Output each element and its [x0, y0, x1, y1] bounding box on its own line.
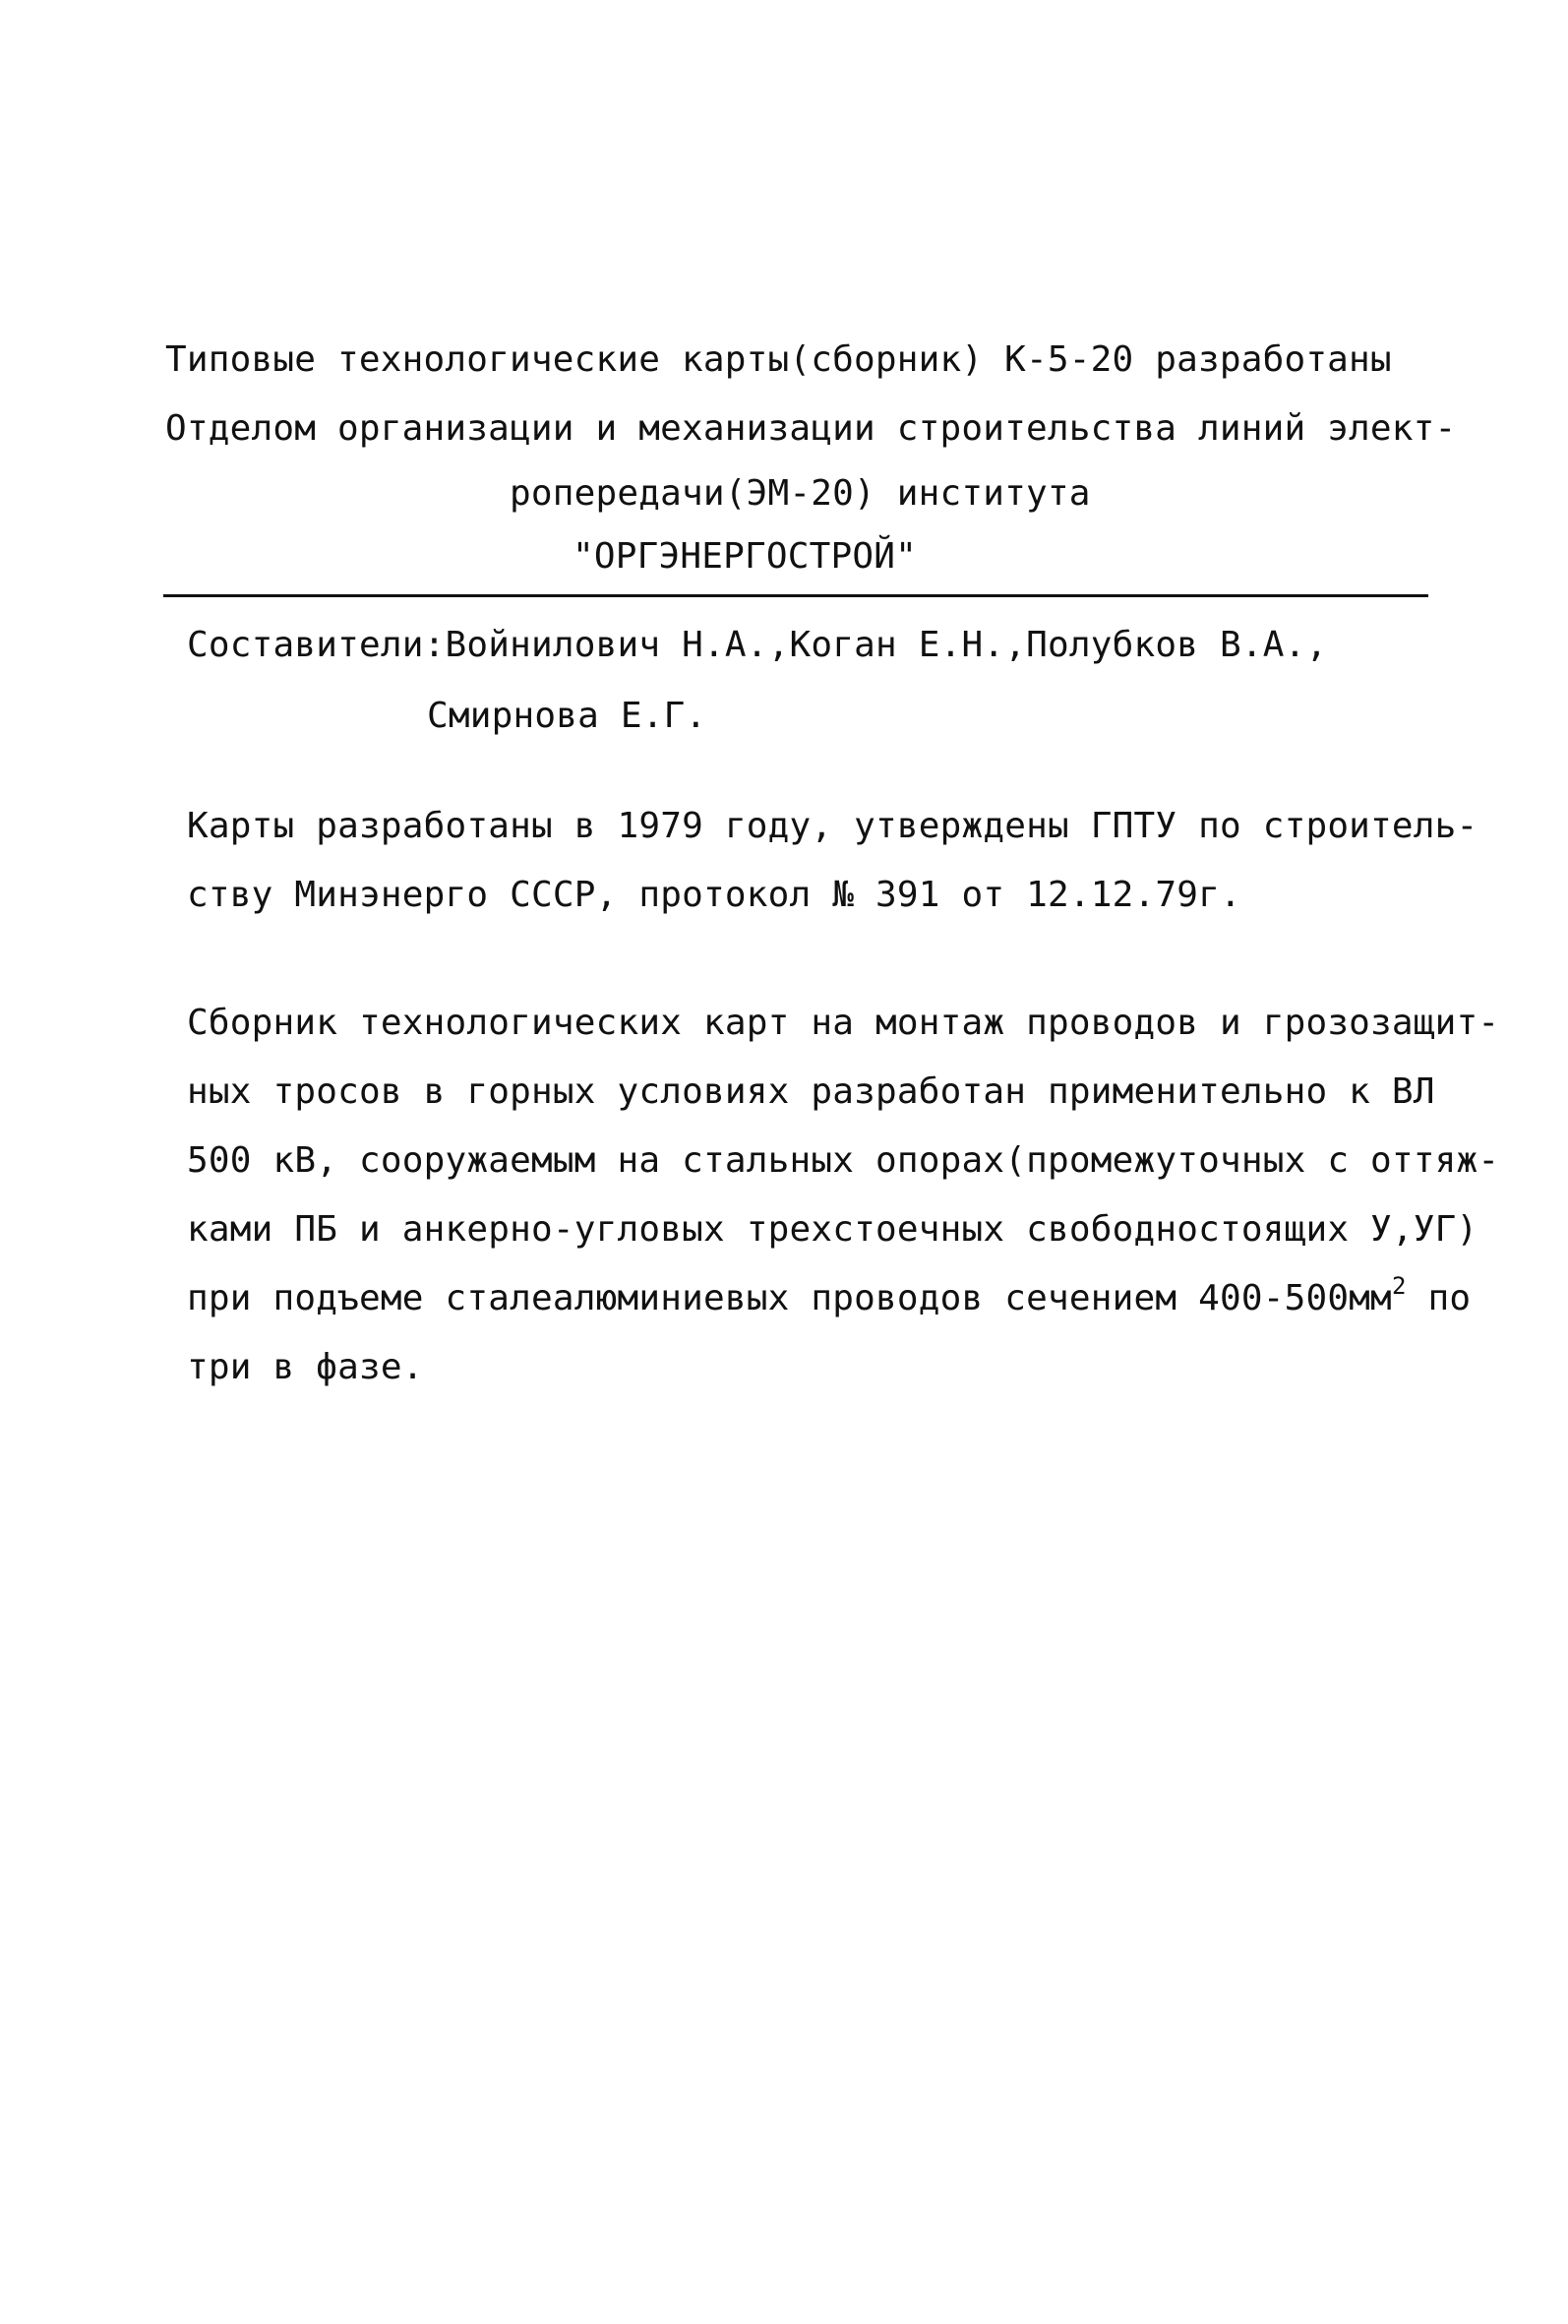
description-line-2: ных тросов в горных условиях разработан применительно к ВЛ — [187, 1071, 1435, 1112]
approval-line-2: ству Минэнерго СССР, протокол № 391 от 12.12.79г. — [187, 875, 1241, 915]
header-line-3: ропередачи(ЭМ-20) института — [510, 473, 1091, 514]
approval-line-1: Карты разработаны в 1979 году, утверждены ГПТУ по строитель- — [187, 806, 1478, 846]
description-line-1: Сборник технологических карт на монтаж проводов и грозозащит- — [187, 1003, 1500, 1043]
description-line-5-text: при подъеме сталеалюминиевых проводов сечением 400-500мм — [187, 1278, 1392, 1318]
authors-line-1: Составители:Войнилович Н.А.,Коган Е.Н.,Полубков В.А., — [187, 625, 1328, 665]
header-divider — [163, 594, 1428, 597]
authors-line-2: Смирнова Е.Г. — [427, 696, 707, 736]
header-line-1: Типовые технологические карты(сборник) К-5-20 разработаны — [165, 339, 1392, 380]
description-line-5-tail: по — [1406, 1278, 1472, 1318]
description-line-5 — [187, 1272, 1472, 1320]
description-line-5-superscript: 2 — [1391, 1272, 1407, 1300]
description-line-6: три в фазе. — [187, 1347, 424, 1387]
description-line-4: ками ПБ и анкерно-угловых трехстоечных свободностоящих У,УГ) — [187, 1209, 1478, 1250]
organization-name: "ОРГЭНЕРГОСТРОЙ" — [573, 536, 917, 577]
header-line-2: Отделом организации и механизации строительства линий элект- — [165, 408, 1457, 449]
description-line-3: 500 кВ, сооружаемым на стальных опорах(промежуточных с оттяж- — [187, 1140, 1500, 1181]
